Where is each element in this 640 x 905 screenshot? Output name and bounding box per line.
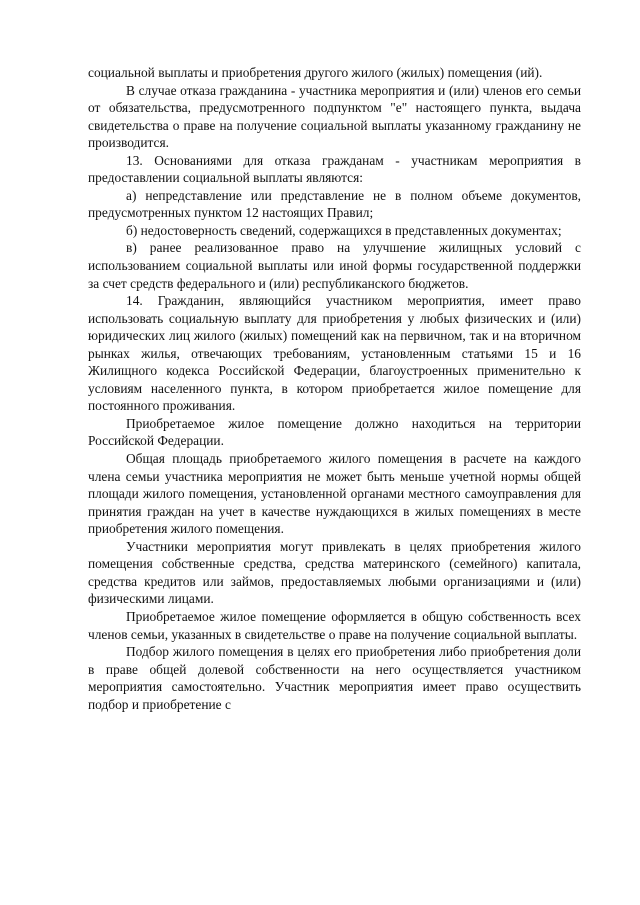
- paragraph-item-14: 14. Гражданин, являющийся участником мероприятия, имеет право использовать социальную выплату для приобретения у любых физических и (или) юридических лиц жилого (жилых) помещений как на первичном, так и на вторичном рынках жилья, отвечающих требованиям, установленным статьями 15 и 16 Жилищного кодекса Российской Федерации, благоустроенных применительно к условиям населенного пункта, в котором приобретается жилое помещение для постоянного проживания.: [88, 293, 581, 414]
- paragraph-item-13-v: в) ранее реализованное право на улучшение жилищных условий с использованием социальной выплаты или иной формы государственной поддержки за счет средств федерального и (или) республиканского бюджетов.: [88, 240, 581, 291]
- paragraph-area-norm: Общая площадь приобретаемого жилого помещения в расчете на каждого члена семьи участника мероприятия не может быть меньше учетной нормы общей площади жилого помещения, установленной органами местного самоуправления для принятия граждан на учет в качестве нуждающихся в жилых помещениях в месте приобретения жилого помещения.: [88, 451, 581, 537]
- paragraph-item-13-b: б) недостоверность сведений, содержащихся в представленных документах;: [126, 222, 562, 238]
- paragraph-continuation: социальной выплаты и приобретения другого жилого (жилых) помещения (ий).: [88, 65, 543, 80]
- paragraph-item-13: 13. Основаниями для отказа гражданам - участникам мероприятия в предоставлении социальной выплаты являются:: [88, 152, 581, 186]
- paragraph-selection: Подбор жилого помещения в целях его приобретения либо приобретения доли в праве общей долевой собственности на него осуществляется участником мероприятия самостоятельно. Участник мероприятия имеет право осуществить подбор и приобретение с: [88, 644, 581, 712]
- paragraph-territory: Приобретаемое жилое помещение должно находиться на территории Российской Федерации.: [88, 415, 581, 449]
- paragraph-funds: Участники мероприятия могут привлекать в целях приобретения жилого помещения собственные средства, средства материнского (семейного) капитала, средства кредитов или займов, предоставляемых любыми организациями и (или) физическими лицами.: [88, 538, 581, 607]
- paragraph-item-13-a: а) непредставление или представление не в полном объеме документов, предусмотренных пунктом 12 настоящих Правил;: [88, 187, 581, 221]
- paragraph-refusal-case: В случае отказа гражданина - участника мероприятия и (или) членов его семьи от обязательства, предусмотренного подпунктом "е" настоящего пункта, выдача свидетельства о праве на получение социальной выплаты указанному гражданину не производится.: [88, 82, 581, 151]
- paragraph-ownership: Приобретаемое жилое помещение оформляется в общую собственность всех членов семьи, указанных в свидетельстве о праве на получение социальной выплаты.: [88, 608, 581, 642]
- document-page: [88, 64, 581, 713]
